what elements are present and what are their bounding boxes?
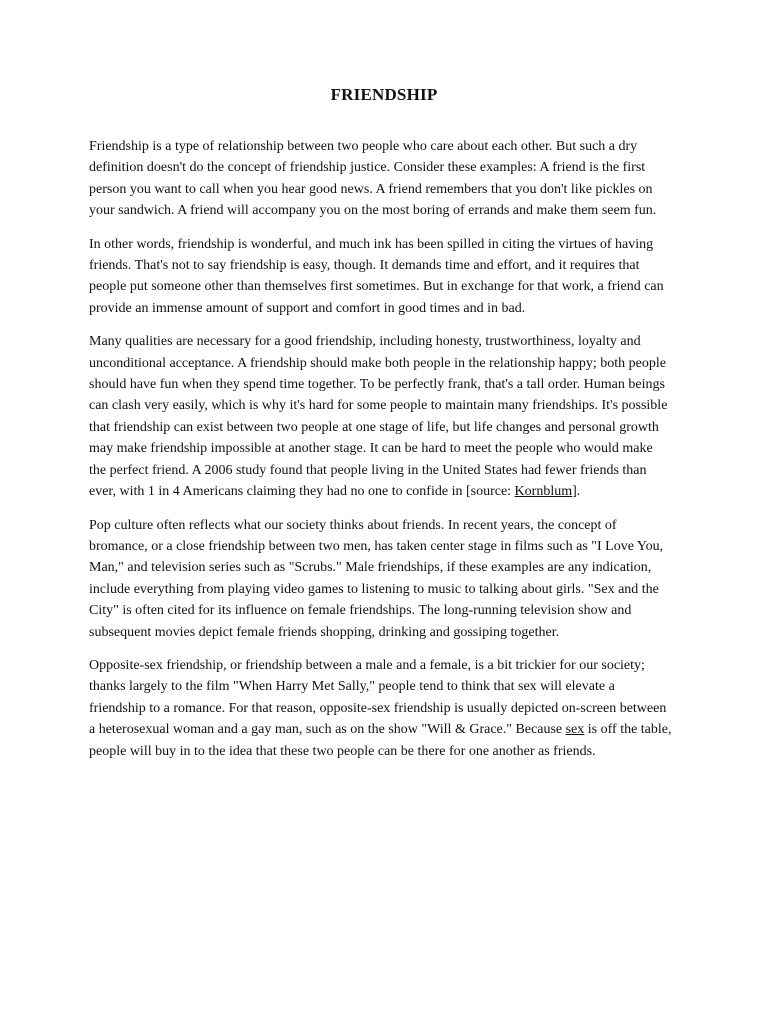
paragraph-3-text-before: Many qualities are necessary for a good friendship, including honesty, trustworthiness, loyalty and unconditional acceptance. A friendship should make both people in the relationship happy; both people should have fun when they spend time together. To be perfectly frank, that's a tall order. Human beings can clash very easily, which is why it's hard for some people to maintain many friendships. It's possible that friendship can exist between two people at one stage of life, but life changes and personal growth may make friendship impossible at another stage. It can be hard to meet the people who would make the perfect friend. A 2006 study found that people living in the United States had fewer friends than ever, with 1 in 4 Americans claiming they had no one to confide in [source: bbox=[89, 334, 668, 500]
sex-link[interactable]: sex bbox=[565, 722, 585, 738]
document-body bbox=[89, 136, 673, 774]
paragraph-4: Pop culture often reflects what our society thinks about friends. In recent years, the concept of bromance, or a close friendship between two men, has taken center stage in films such as "I Love You, Man," and television series such as "Scrubs." Male friendships, if these examples are any indication, include everything from playing video games to listening to music to talking about girls. "Sex and the City" is often cited for its influence on female friendships. The long-running television show and subsequent movies depict female friends shopping, drinking and gossiping together. bbox=[89, 517, 664, 640]
paragraph-3-text-after: ]. bbox=[572, 484, 581, 500]
paragraph-3 bbox=[89, 331, 673, 502]
kornblum-source-link[interactable]: Kornblum bbox=[514, 484, 573, 500]
document-title: FRIENDSHIP bbox=[330, 85, 438, 104]
paragraph-5-text-after: is off the table, people will buy in to the idea that these two people can be there for one another as friends. bbox=[89, 722, 672, 759]
paragraph-1: Friendship is a type of relationship between two people who care about each other. But such a dry definition doesn't do the concept of friendship justice. Consider these examples: A friend is the first person you want to call when you hear good news. A friend remembers that you don't like pickles on your sandwich. A friend will accompany you on the most boring of errands and make them seem fun. bbox=[89, 139, 657, 219]
paragraph-5 bbox=[89, 655, 673, 762]
paragraph-2: In other words, friendship is wonderful, and much ink has been spilled in citing the virtues of having friends. That's not to say friendship is easy, though. It demands time and effort, and it requires that people put someone other than themselves first sometimes. But in exchange for that work, a friend can provide an immense amount of support and comfort in good times and in bad. bbox=[89, 236, 664, 316]
paragraph-5-text-before: Opposite-sex friendship, or friendship between a male and a female, is a bit trickier for our society; thanks largely to the film "When Harry Met Sally," people tend to think that sex will elevate a friendship to a romance. For that reason, opposite-sex friendship is usually depicted on-screen between a heterosexual woman and a gay man, such as on the show "Will & Grace." Because bbox=[89, 657, 667, 738]
